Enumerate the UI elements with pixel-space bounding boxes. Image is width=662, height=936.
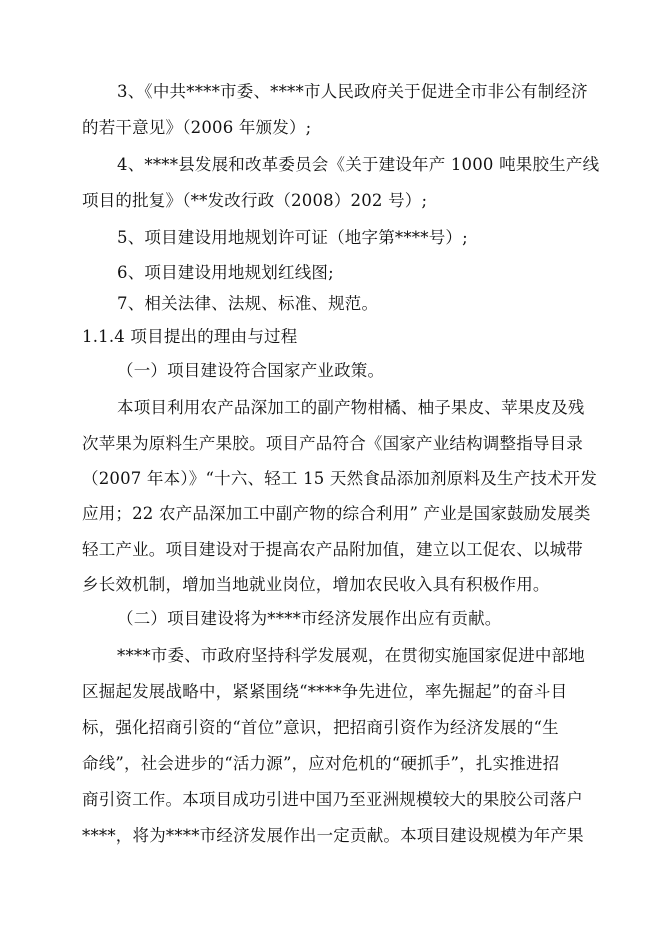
text-line: 应用；22 农产品深加工中副产物的综合利用” 产业是国家鼓励发展类 xyxy=(82,504,591,523)
text-line: ****，将为****市经济发展作出一定贡献。本项目建设规模为年产果 xyxy=(82,826,584,845)
text-line: 7、相关法律、法规、标准、规范。 xyxy=(117,294,379,313)
text-line: 次苹果为原料生产果胶。项目产品符合《国家产业结构调整指导目录 xyxy=(82,434,583,453)
text-line: ****市委、市政府坚持科学发展观，在贯彻实施国家促进中部地 xyxy=(117,646,585,665)
text-line: 3、《中共****市委、****市人民政府关于促进全市非公有制经济 xyxy=(117,82,588,101)
text-line: 区掘起发展战略中，紧紧围绕“****争先进位，率先掘起”的奋斗目 xyxy=(82,682,568,701)
text-line: 乡长效机制，增加当地就业岗位，增加农民收入具有积极作用。 xyxy=(82,575,550,594)
text-line: 轻工产业。项目建设对于提高农产品附加值，建立以工促农、以城带 xyxy=(82,540,583,559)
text-line: 本项目利用农产品深加工的副产物柑橘、柚子果皮、苹果皮及残 xyxy=(117,398,585,417)
section-heading: 1.1.4 项目提出的理由与过程 xyxy=(82,327,298,346)
text-line: 命线”，社会进步的“活力源”，应对危机的“硬抓手”，扎实推进招 xyxy=(82,754,560,773)
text-line: （2007 年本）》“十六、轻工 15 天然食品添加剂原料及生产技术开发 xyxy=(82,469,598,488)
text-line: 6、项目建设用地规划红线图; xyxy=(117,263,334,282)
text-line: 的若干意见》（2006 年颁发）; xyxy=(82,118,312,137)
subsection-heading: （一）项目建设符合国家产业政策。 xyxy=(117,361,385,380)
text-line: 标，强化招商引资的“首位”意识，把招商引资作为经济发展的“生 xyxy=(82,718,559,737)
text-line: 4、****县发展和改革委员会《关于建设年产 1000 吨果胶生产线 xyxy=(117,155,600,174)
text-line: 项目的批复》（**发改行政（2008）202 号）; xyxy=(82,191,428,210)
subsection-heading: （二）项目建设将为****市经济发展作出应有贡献。 xyxy=(117,609,502,628)
text-line: 商引资工作。本项目成功引进中国乃至亚洲规模较大的果胶公司落户 xyxy=(82,790,583,809)
text-line: 5、项目建设用地规划许可证（地字第****号）; xyxy=(117,228,468,247)
